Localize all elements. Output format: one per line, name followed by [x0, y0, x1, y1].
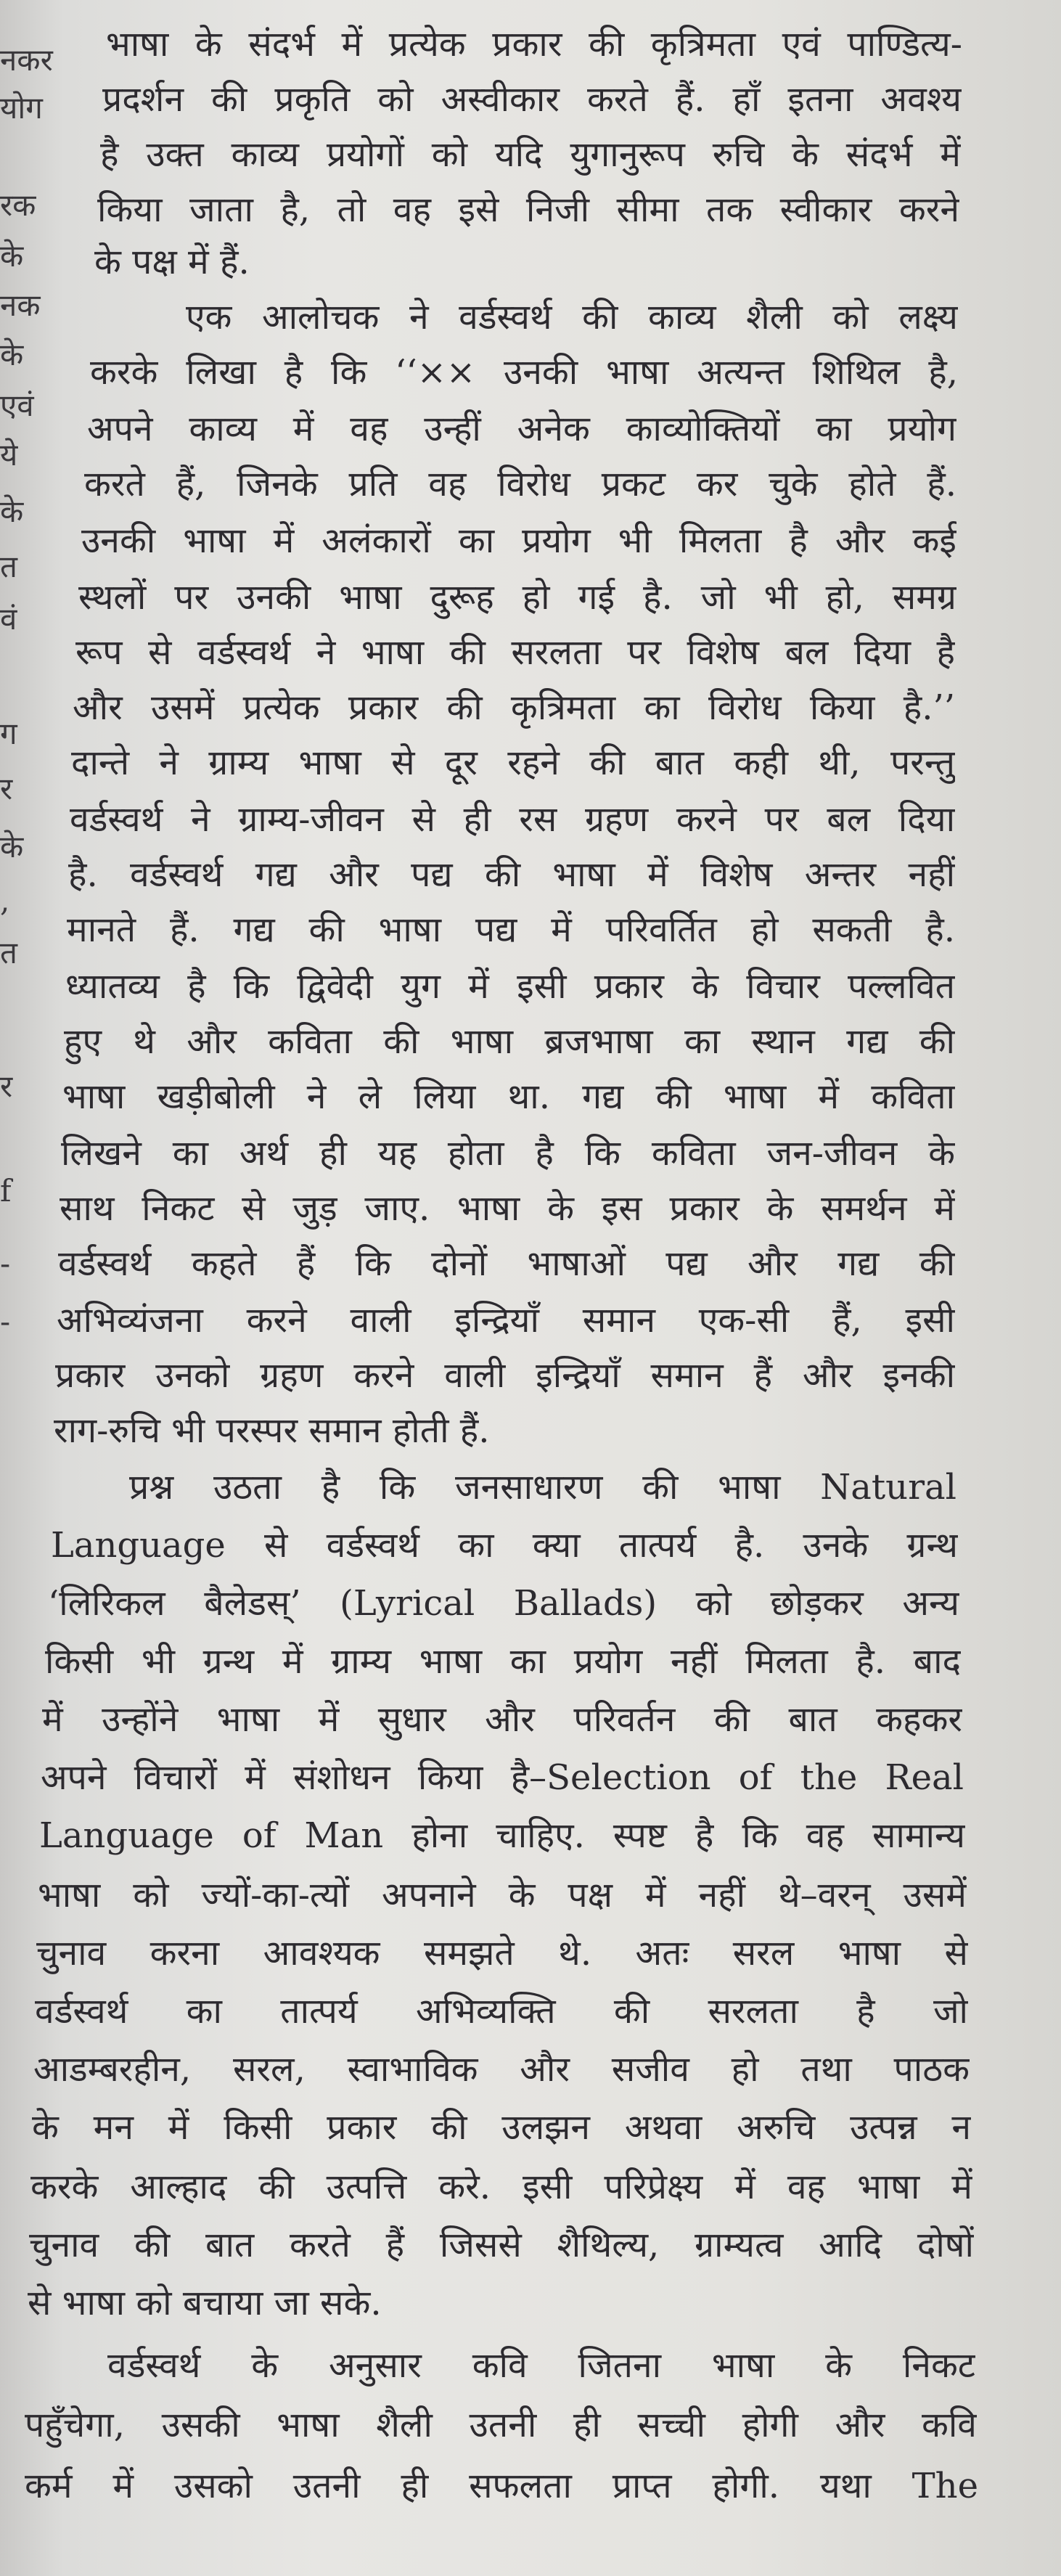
margin-fragment: के: [0, 337, 24, 372]
text-line: आडम्बरहीन, सरल, स्वाभाविक और सजीव हो तथा पाठक: [33, 2049, 970, 2090]
text-line: वर्डस्वर्थ ने ग्राम्य-जीवन से ही रस ग्रहण करने पर बल दिया: [70, 799, 955, 840]
margin-fragment: वं: [0, 601, 17, 637]
text-line: साथ निकट से जुड़ जाए. भाषा के इस प्रकार के समर्थन में: [60, 1188, 955, 1229]
margin-fragment: ये: [0, 437, 18, 473]
margin-fragment: त: [0, 935, 17, 970]
text-line: प्रदर्शन की प्रकृति को अस्वीकार करते हैं. हाँ इतना अवश्य: [102, 79, 962, 120]
text-line: कर्म में उसको उतनी ही सफलता प्राप्त होगी. यथा The: [25, 2466, 978, 2506]
text-line: किसी भी ग्रन्थ में ग्राम्य भाषा का प्रयोग नहीं मिलता है. बाद: [45, 1641, 961, 1682]
margin-fragment: नक: [0, 287, 41, 323]
text-line: Language से वर्डस्वर्थ का क्या तात्पर्य है. उनके ग्रन्थ: [51, 1525, 958, 1566]
text-line: से भाषा को बचाया जा सके.: [28, 2283, 382, 2323]
text-line: वर्डस्वर्थ कहते हैं कि दोनों भाषाओं पद्य और गद्य की: [58, 1243, 955, 1284]
margin-fragment: त: [0, 549, 17, 584]
text-line: भाषा के संदर्भ में प्रत्येक प्रकार की कृत्रिमता एवं पाण्डित्य-: [106, 24, 962, 65]
text-line: प्रकार उनको ग्रहण करने वाली इन्द्रियाँ समान हैं और इनकी: [55, 1355, 955, 1396]
margin-fragment: के: [0, 829, 24, 864]
margin-fragment: के: [0, 494, 24, 529]
text-line: वर्डस्वर्थ का तात्पर्य अभिव्यक्ति की सरलता है जो: [35, 1991, 968, 2032]
text-line: चुनाव करना आवश्यक समझते थे. अतः सरल भाषा से: [36, 1933, 968, 1974]
text-line: के मन में किसी प्रकार की उलझन अथवा अरुचि उत्पन्न न: [32, 2107, 971, 2148]
text-line: है उक्त काव्य प्रयोगों को यदि युगानुरूप रुचि के संदर्भ में: [100, 134, 961, 175]
text-line: अपने विचारों में संशोधन किया है–Selection of the Real: [41, 1757, 964, 1798]
text-line: राग-रुचि भी परस्पर समान होती हैं.: [54, 1410, 490, 1451]
text-line: ध्यातव्य है कि द्विवेदी युग में इसी प्रकार के विचार पल्लवित: [65, 966, 955, 1007]
text-line: और उसमें प्रत्येक प्रकार की कृत्रिमता का विरोध किया है.’’: [73, 687, 955, 728]
text-line: चुनाव की बात करते हैं जिससे शैथिल्य, ग्राम्यत्व आदि दोषों: [29, 2225, 974, 2265]
text-line: ‘लिरिकल बैलेडस्’ (Lyrical Ballads) को छोड़कर अन्य: [48, 1583, 959, 1624]
text-line: है. वर्डस्वर्थ गद्य और पद्य की भाषा में विशेष अन्तर नहीं: [68, 854, 955, 895]
text-line: स्थलों पर उनकी भाषा दुरूह हो गई है. जो भी हो, समग्र: [78, 577, 956, 618]
margin-fragment: के: [0, 238, 24, 274]
text-line: उनकी भाषा में अलंकारों का प्रयोग भी मिलता है और कई: [81, 520, 956, 561]
margin-fragment: रक: [0, 187, 36, 223]
text-line: अभिव्यंजना करने वाली इन्द्रियाँ समान एक-सी हैं, इसी: [57, 1300, 955, 1341]
text-line: करके आल्हाद की उत्पत्ति करे. इसी परिप्रेक्ष्य में वह भाषा में: [30, 2167, 972, 2207]
text-line: हुए थे और कविता की भाषा ब्रजभाषा का स्थान गद्य की: [64, 1021, 955, 1062]
text-line: प्रश्न उठता है कि जनसाधारण की भाषा Natural: [129, 1467, 956, 1508]
margin-fragment: ,: [0, 883, 10, 918]
text-line: रूप से वर्डस्वर्थ ने भाषा की सरलता पर विशेष बल दिया है: [75, 632, 955, 673]
text-line: मानते हैं. गद्य की भाषा पद्य में परिवर्तित हो सकती है.: [67, 909, 955, 950]
margin-fragment: -: [0, 1304, 11, 1339]
text-line: वर्डस्वर्थ के अनुसार कवि जितना भाषा के निकट: [107, 2345, 975, 2386]
margin-fragment: र: [0, 771, 13, 806]
text-line: भाषा खड़ीबोली ने ले लिया था. गद्य की भाषा में कविता: [62, 1076, 955, 1117]
text-line: Language of Man होना चाहिए. स्पष्ट है कि वह सामान्य: [39, 1815, 965, 1856]
text-line: लिखने का अर्थ ही यह होता है कि कविता जन-जीवन के: [61, 1133, 955, 1174]
text-line: के पक्ष में हैं.: [94, 242, 250, 282]
text-line: दान्ते ने ग्राम्य भाषा से दूर रहने की बात कही थी, परन्तु: [71, 743, 955, 783]
text-line: अपने काव्य में वह उन्हीं अनेक काव्योक्तियों का प्रयोग: [87, 409, 956, 449]
margin-fragment: नकर: [0, 42, 53, 78]
margin-fragment: एवं: [0, 388, 34, 423]
margin-fragment: -: [0, 1246, 11, 1281]
text-line: में उन्होंने भाषा में सुधार और परिवर्तन की बात कहकर: [42, 1699, 962, 1740]
text-line: एक आलोचक ने वर्डस्वर्थ की काव्य शैली को लक्ष्य: [186, 297, 958, 338]
margin-fragment: ग: [0, 716, 17, 751]
text-line: किया जाता है, तो वह इसे निजी सीमा तक स्वीकार करने: [97, 189, 959, 230]
text-line: करके लिखा है कि ‘‘×× उनकी भाषा अत्यन्त शिथिल है,: [90, 352, 958, 393]
margin-fragment: योग: [0, 90, 43, 126]
text-line: करते हैं, जिनके प्रति वह विरोध प्रकट कर चुके होते हैं.: [84, 464, 956, 504]
text-line: भाषा को ज्यों-का-त्यों अपनाने के पक्ष में नहीं थे–वरन् उसमें: [38, 1875, 967, 1915]
text-line: पहुँचेगा, उसकी भाषा शैली उतनी ही सच्ची होगी और कवि: [25, 2405, 977, 2445]
margin-fragment: र: [0, 1068, 13, 1104]
margin-fragment: f: [0, 1173, 12, 1209]
